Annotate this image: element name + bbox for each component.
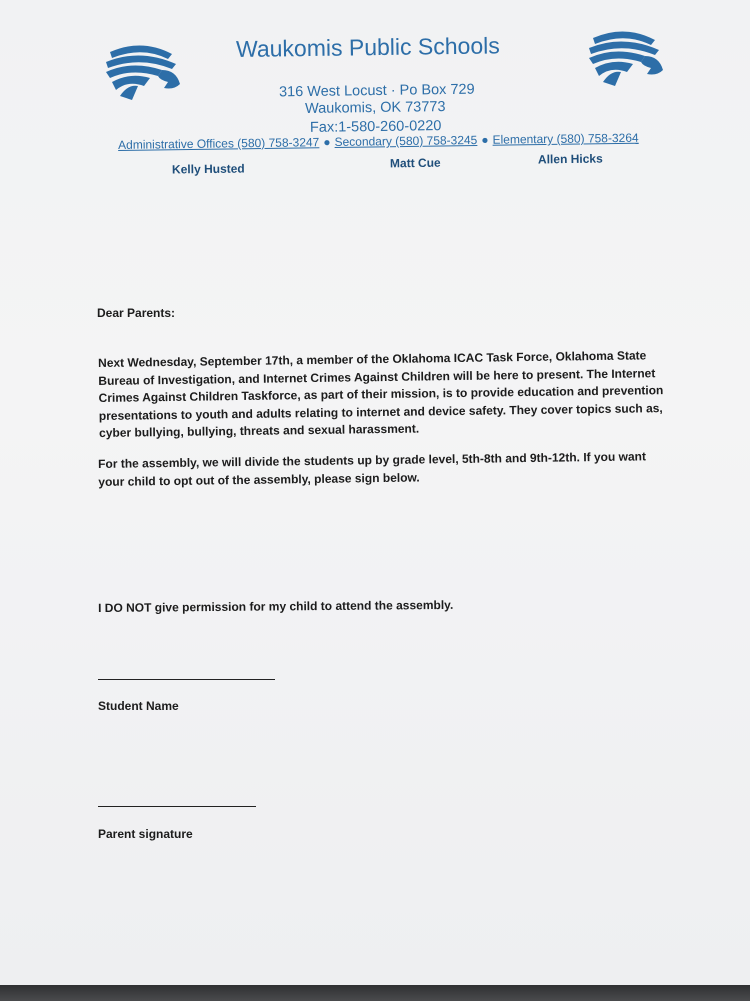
admin-phone: Administrative Offices (580) 758-3247: [118, 135, 320, 152]
separator-dot: ●: [481, 132, 489, 147]
separator-dot: ●: [323, 135, 331, 150]
letter-greeting: Dear Parents:: [97, 306, 176, 320]
student-name-label: Student Name: [98, 699, 179, 713]
elementary-phone: Elementary (580) 758-3264: [492, 130, 639, 147]
admin-staff-name: Kelly Husted: [171, 161, 245, 177]
student-name-line[interactable]: [98, 679, 275, 680]
address-line-1: 316 West Locust · Po Box 729: [278, 81, 475, 101]
elementary-staff-name: Allen Hicks: [537, 151, 603, 167]
school-logo-right: [585, 26, 665, 92]
fax-number: Fax:1-580-260-0220: [309, 118, 442, 136]
letter-paragraph-2: For the assembly, we will divide the students up by grade level, 5th-8th and 9th-12th. If you want your child to opt out of the assembly, please sign below.: [98, 449, 647, 489]
secondary-staff-name: Matt Cue: [389, 155, 441, 171]
school-logo-left: [102, 40, 182, 106]
contact-phones: [118, 131, 639, 152]
parent-signature-label: Parent signature: [98, 827, 193, 841]
permission-statement: I DO NOT give permission for my child to attend the assembly.: [98, 597, 454, 615]
address-line-2: Waukomis, OK 73773: [304, 99, 446, 117]
parent-signature-line[interactable]: [98, 806, 256, 807]
table-surface: [0, 985, 750, 1001]
secondary-phone: Secondary (580) 758-3245: [334, 132, 478, 149]
school-name: Waukomis Public Schools: [235, 32, 500, 63]
letter-paragraph-1: Next Wednesday, September 17th, a member of the Oklahoma ICAC Task Force, Oklahoma State Bureau of Investigation, and Internet Crimes Against Children will be here to present. The Internet Crimes Against Children Taskforce, as part of their mission, is to provide education and prevention presentations to youth and adults relating to internet and device safety. They cover topics such as, cyber bullying, bullying, threats and sexual harassment.: [98, 348, 664, 440]
